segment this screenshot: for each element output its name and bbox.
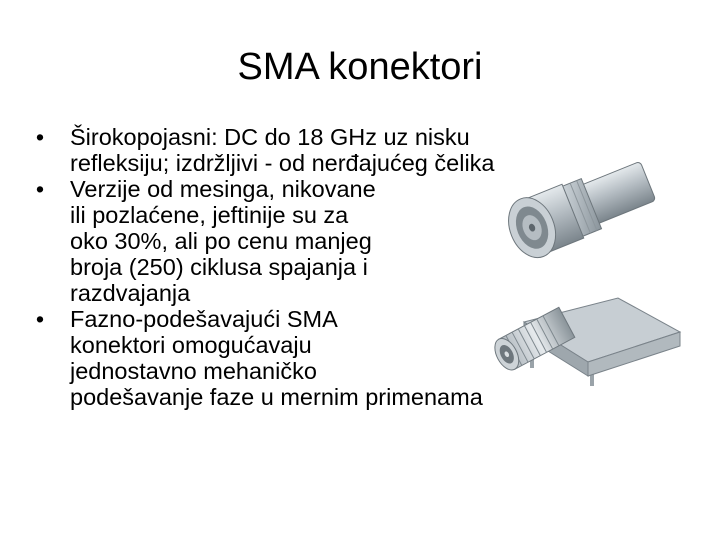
bullet-text: Širokopojasni: DC do 18 GHz uz nisku refleksiju; izdržljivi - od nerđajućeg čelika [70, 124, 495, 176]
bullet-list [30, 124, 610, 410]
bullet-dot: • [35, 306, 45, 332]
bullet-item [30, 306, 610, 410]
slide-title: SMA konektori [237, 46, 483, 88]
bullet-text: Verzije od mesinga, nikovane ili pozlaćene, jeftinije su za oko 30%, ali po cenu manjeg broja (250) ciklusa spajanja i razdvajanja [70, 176, 376, 306]
bullet-item [30, 124, 610, 176]
bullet-dot: • [35, 124, 45, 150]
bullet-text: Fazno-podešavajući SMA konektori omogućavaju jednostavno mehaničko podešavanje faze u mernim primenama [70, 306, 483, 410]
bullet-item [30, 176, 610, 306]
bullet-dot: • [35, 176, 45, 202]
